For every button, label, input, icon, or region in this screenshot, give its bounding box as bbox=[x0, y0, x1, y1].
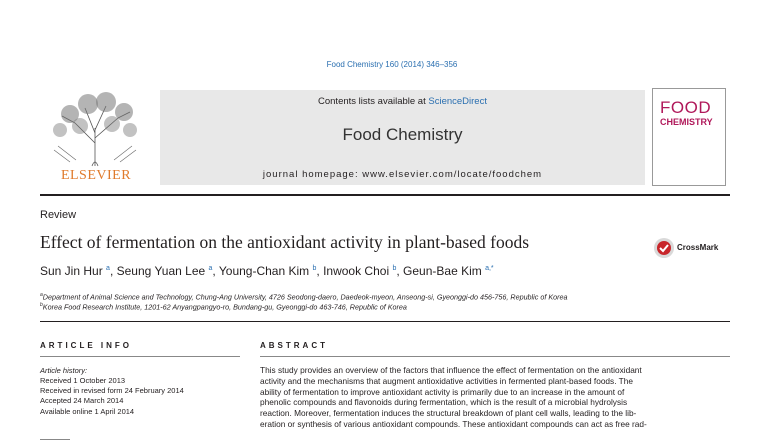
abstract-body bbox=[260, 365, 730, 430]
article-info-rule bbox=[40, 356, 240, 357]
elsevier-wordmark[interactable]: ELSEVIER bbox=[60, 168, 132, 183]
abstract-line: reaction. Moreover, fermentation induces the structural breakdown of plant cell walls, leading to the lib- bbox=[260, 408, 637, 419]
history-received: Received 1 October 2013 bbox=[40, 376, 126, 385]
keywords-rule bbox=[40, 439, 70, 440]
author-name[interactable]: Young-Chan Kim bbox=[218, 264, 310, 278]
journal-homepage-link[interactable]: journal homepage: www.elsevier.com/locate/foodchem bbox=[262, 169, 543, 180]
abstract-line: phenolic compounds and flavonoids during fermentation, which is the result of a microbial hydrolysis bbox=[260, 397, 628, 408]
contents-availability bbox=[160, 96, 645, 107]
affiliation-text: Department of Animal Science and Technology, Chung-Ang University, 4726 Seodong-daero, Daedeok-myeon, Anseong-si, Gyeonggi-do 456-756, Republic of Korea bbox=[42, 292, 568, 302]
affiliation-text: Korea Food Research Institute, 1201-62 Anyangpangyo-ro, Bundang-gu, Gyeonggi-do 463-746, Republic of Korea bbox=[42, 302, 407, 312]
sciencedirect-link[interactable]: ScienceDirect bbox=[428, 96, 487, 107]
author-name[interactable]: Sun Jin Hur bbox=[40, 264, 103, 278]
article-type: Review bbox=[40, 209, 77, 221]
author-name[interactable]: Seung Yuan Lee bbox=[116, 264, 206, 278]
affiliation-a bbox=[40, 292, 568, 301]
author-affiliation-mark[interactable]: b bbox=[312, 265, 317, 272]
author-affiliation-mark[interactable]: a,* bbox=[485, 265, 494, 272]
cover-title-chemistry: CHEMISTRY bbox=[660, 117, 713, 127]
journal-title: Food Chemistry bbox=[342, 125, 463, 144]
article-title: Effect of fermentation on the antioxidant activity in plant-based foods bbox=[40, 232, 530, 252]
journal-citation[interactable]: Food Chemistry 160 (2014) 346–356 bbox=[326, 60, 458, 69]
abstract-rule bbox=[260, 356, 730, 357]
affiliation-b bbox=[40, 302, 407, 311]
article-info-heading: ARTICLE INFO bbox=[40, 341, 132, 350]
section-divider bbox=[40, 321, 730, 322]
cover-title-food: FOOD bbox=[660, 98, 712, 117]
abstract-line: activity and the mechanisms that augment antioxidative activities in fermented plant-based foods. The bbox=[260, 375, 633, 386]
author-name[interactable]: Geun-Bae Kim bbox=[403, 264, 482, 278]
crossmark-label[interactable]: CrossMark bbox=[677, 243, 719, 252]
abstract-line: eration or synthesis of various antioxidant compounds. These antioxidant compounds can act as free rad- bbox=[260, 418, 647, 429]
abstract-line: ability of fermentation to improve antioxidant activity is primarily due to an increase in the amount of bbox=[260, 386, 625, 397]
author-affiliation-mark[interactable]: a bbox=[208, 265, 213, 272]
contents-prefix: Contents lists available at bbox=[318, 96, 429, 107]
header-divider bbox=[40, 194, 730, 196]
author-name[interactable]: Inwook Choi bbox=[323, 264, 390, 278]
affiliation-mark: a bbox=[40, 292, 43, 298]
author-affiliation-mark[interactable]: b bbox=[392, 265, 397, 272]
article-history bbox=[40, 376, 184, 417]
abstract-line: This study provides an overview of the factors that influence the effect of fermentation on the antioxidant bbox=[260, 365, 642, 375]
history-revised: Received in revised form 24 February 2014 bbox=[40, 386, 184, 396]
article-history-label: Article history: bbox=[40, 366, 88, 375]
history-online: Available online 1 April 2014 bbox=[40, 406, 135, 416]
crossmark-icon[interactable] bbox=[653, 237, 675, 259]
abstract-heading: ABSTRACT bbox=[260, 341, 328, 350]
affiliation-mark: b bbox=[40, 302, 43, 308]
history-accepted: Accepted 24 March 2014 bbox=[40, 396, 124, 406]
author-list: Sun Jin Hur $^a$, Seung Yuan Lee $^a$, Young-Chan Kim $^b$, Inwook Choi $^b$, Geun-Bae Kim $^{a,*}$ bbox=[40, 264, 494, 278]
author-affiliation-mark[interactable]: a bbox=[106, 265, 110, 272]
